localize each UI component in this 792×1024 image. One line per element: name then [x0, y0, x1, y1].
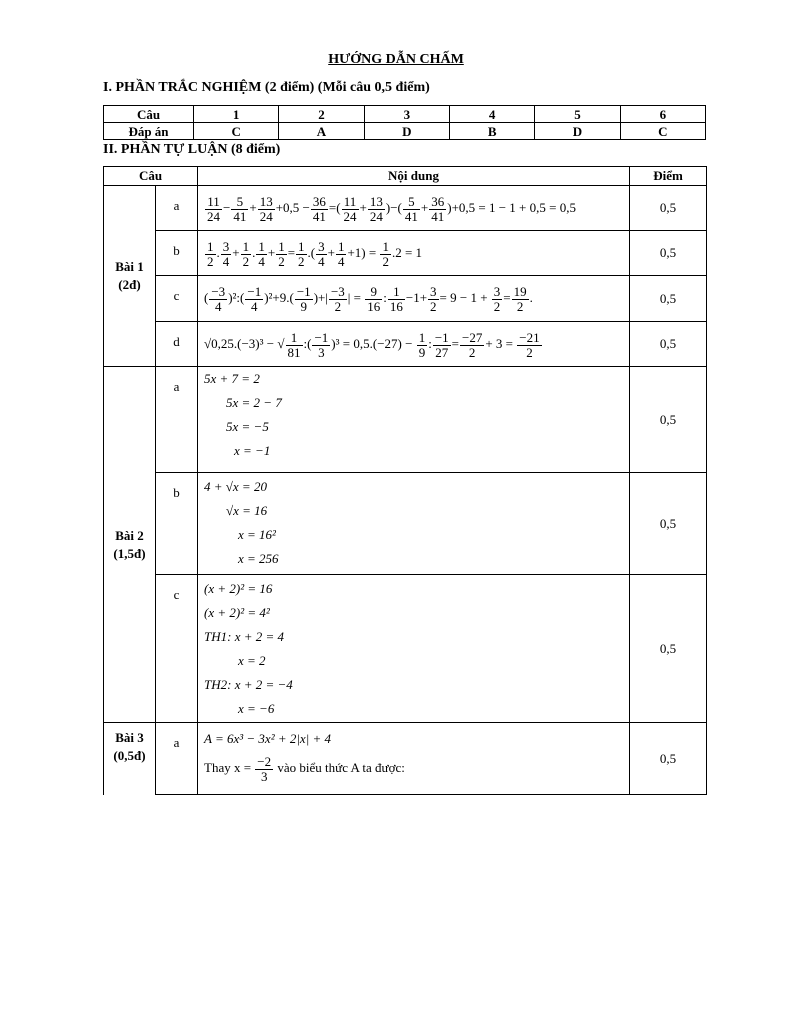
- math-line: x = 256: [238, 551, 279, 566]
- essay-table: [103, 166, 707, 795]
- bai2-points: (1,5đ): [113, 545, 146, 561]
- bai1-label-cell: [104, 186, 156, 367]
- table-row: [104, 231, 707, 276]
- question-number: 4: [449, 106, 534, 123]
- math-expression: $\frac{11}{24}$ − $\frac{5}{41}$ + $\frac{13}{24}$ +0,5 − $\frac{36}{41}$ =( $\frac{11}{24}$ + $\frac{13}{24}$ )−( $\frac{5}{41}$ + $\frac{36}{41}$ )+0,5 = 1 − 1 + 0,5 = 0,5: [207, 193, 576, 224]
- math-line: TH1: x + 2 = 4: [204, 629, 285, 644]
- header-row: [104, 167, 707, 186]
- answer-cell: B: [449, 123, 534, 140]
- bai1-points: (2đ): [118, 277, 141, 292]
- score-cell: 0,5: [630, 473, 707, 575]
- math-line: A = 6x³ − 3x² + 2|x| + 4: [204, 731, 332, 746]
- answer-cell: C: [194, 123, 279, 140]
- bai2b-content: [198, 473, 630, 575]
- table-row: [104, 322, 707, 367]
- math-line: 5x = 2 − 7: [226, 395, 282, 410]
- bai3-line2-pre: Thay x =: [204, 760, 255, 775]
- math-line: Thay x = $\frac{-2}{3}$ vào biểu thức A ta được:: [204, 753, 405, 784]
- score-cell: 0,5: [630, 322, 707, 367]
- table-row: [104, 367, 707, 473]
- part2-heading: II. PHẦN TỰ LUẬN (8 điểm): [103, 142, 281, 157]
- bai3-label: Bài 3: [115, 730, 144, 745]
- question-number: 5: [535, 106, 620, 123]
- sub-label: a: [156, 186, 198, 231]
- sub-label: a: [156, 367, 198, 473]
- bai2-label: Bài 2: [115, 527, 144, 543]
- table-row: [104, 473, 707, 575]
- bai2c-content: [198, 575, 630, 723]
- sub-label: c: [156, 575, 198, 723]
- score-cell: 0,5: [630, 186, 707, 231]
- sub-label: c: [156, 276, 198, 322]
- question-number: 2: [279, 106, 364, 123]
- math-line: x = −1: [234, 443, 271, 458]
- table-row: [104, 276, 707, 322]
- page-title: HƯỚNG DẪN CHẤM: [328, 52, 464, 67]
- bai3-line2-post: vào biểu thức A ta được:: [274, 760, 405, 775]
- multiple-choice-table: [103, 105, 706, 140]
- row-header-question: Câu: [104, 106, 194, 123]
- question-number: 1: [194, 106, 279, 123]
- sub-label: b: [156, 231, 198, 276]
- bai1c-tail: = 9 − 1 +: [439, 290, 491, 305]
- header-score: Điểm: [630, 167, 707, 186]
- answer-row: [104, 123, 706, 140]
- math-line: 5x + 7 = 2: [204, 371, 260, 386]
- score-cell: 0,5: [630, 723, 707, 795]
- sub-label: b: [156, 473, 198, 575]
- bai1c-content: [198, 276, 630, 322]
- header-content: Nội dung: [198, 167, 630, 186]
- math-line: 4 + √x = 20: [204, 479, 267, 494]
- question-number: 6: [620, 106, 705, 123]
- answer-cell: C: [620, 123, 705, 140]
- question-row: [104, 106, 706, 123]
- math-expression: $\frac{1}{2}$ . $\frac{3}{4}$ + $\frac{1}{2}$ . $\frac{1}{4}$ + $\frac{1}{2}$ = $\frac{1}{2}$ .( $\frac{3}{4}$ + $\frac{1}{4}$ +1) = $\frac{1}{2}$ .2 = 1: [207, 238, 423, 269]
- row-header-answer: Đáp án: [104, 123, 194, 140]
- answer-cell: D: [364, 123, 449, 140]
- math-line: x = −6: [238, 701, 275, 716]
- sub-label: d: [156, 322, 198, 367]
- math-line: TH2: x + 2 = −4: [204, 677, 293, 692]
- math-line: √x = 16: [226, 503, 268, 518]
- answer-cell: D: [535, 123, 620, 140]
- math-line: (x + 2)² = 4²: [204, 605, 270, 620]
- bai3a-content: [198, 723, 630, 795]
- score-cell: 0,5: [630, 276, 707, 322]
- sub-label: a: [156, 723, 198, 795]
- answer-cell: A: [279, 123, 364, 140]
- table-row: [104, 575, 707, 723]
- math-expression: √0,25.(−3)³ − √ $\frac{1}{81}$ :( $\frac{-1}{3}$ )³ = 0,5.(−27) − $\frac{1}{9}$ : $\frac{-1}{27}$ = $\frac{-27}{2}$ + 3 = $\frac{-21}{2}$: [204, 329, 540, 360]
- question-number: 3: [364, 106, 449, 123]
- bai1d-mid: = 0,5.(−27) −: [342, 336, 416, 351]
- bai1a-content: [198, 186, 630, 231]
- math-line: 5x = −5: [226, 419, 269, 434]
- bai1b-content: [198, 231, 630, 276]
- part1-heading: I. PHẦN TRẮC NGHIỆM (2 điểm) (Mỗi câu 0,5 điểm): [103, 80, 430, 95]
- table-row: [104, 186, 707, 231]
- bai2-label-cell: [104, 367, 156, 723]
- score-cell: 0,5: [630, 575, 707, 723]
- score-cell: 0,5: [630, 231, 707, 276]
- score-cell: 0,5: [630, 367, 707, 473]
- math-line: (x + 2)² = 16: [204, 581, 273, 596]
- bai1b-tail: .2 = 1: [391, 245, 423, 260]
- table-row: [104, 723, 707, 795]
- bai1d-content: [198, 322, 630, 367]
- math-line: x = 2: [238, 653, 266, 668]
- header-question: Câu: [104, 167, 198, 186]
- bai2a-content: [198, 367, 630, 473]
- math-expression: ( $\frac{-3}{4}$ )²:( $\frac{-1}{4}$ )²+9.( $\frac{-1}{9}$ )+| $\frac{-3}{2}$ | = $\frac{9}{16}$ : $\frac{1}{16}$ −1+ $\frac{3}{2}$ = 9 − 1 + $\frac{3}{2}$ = $\frac{19}{2}$ .: [204, 283, 533, 314]
- bai1d-tail: + 3 =: [485, 336, 517, 351]
- bai3-label-cell: [104, 723, 156, 795]
- math-line: x = 16²: [238, 527, 276, 542]
- bai3-points: (0,5đ): [113, 748, 146, 763]
- bai1-label: Bài 1: [115, 259, 144, 274]
- bai1a-tail: +0,5 = 1 − 1 + 0,5 = 0,5: [451, 200, 576, 215]
